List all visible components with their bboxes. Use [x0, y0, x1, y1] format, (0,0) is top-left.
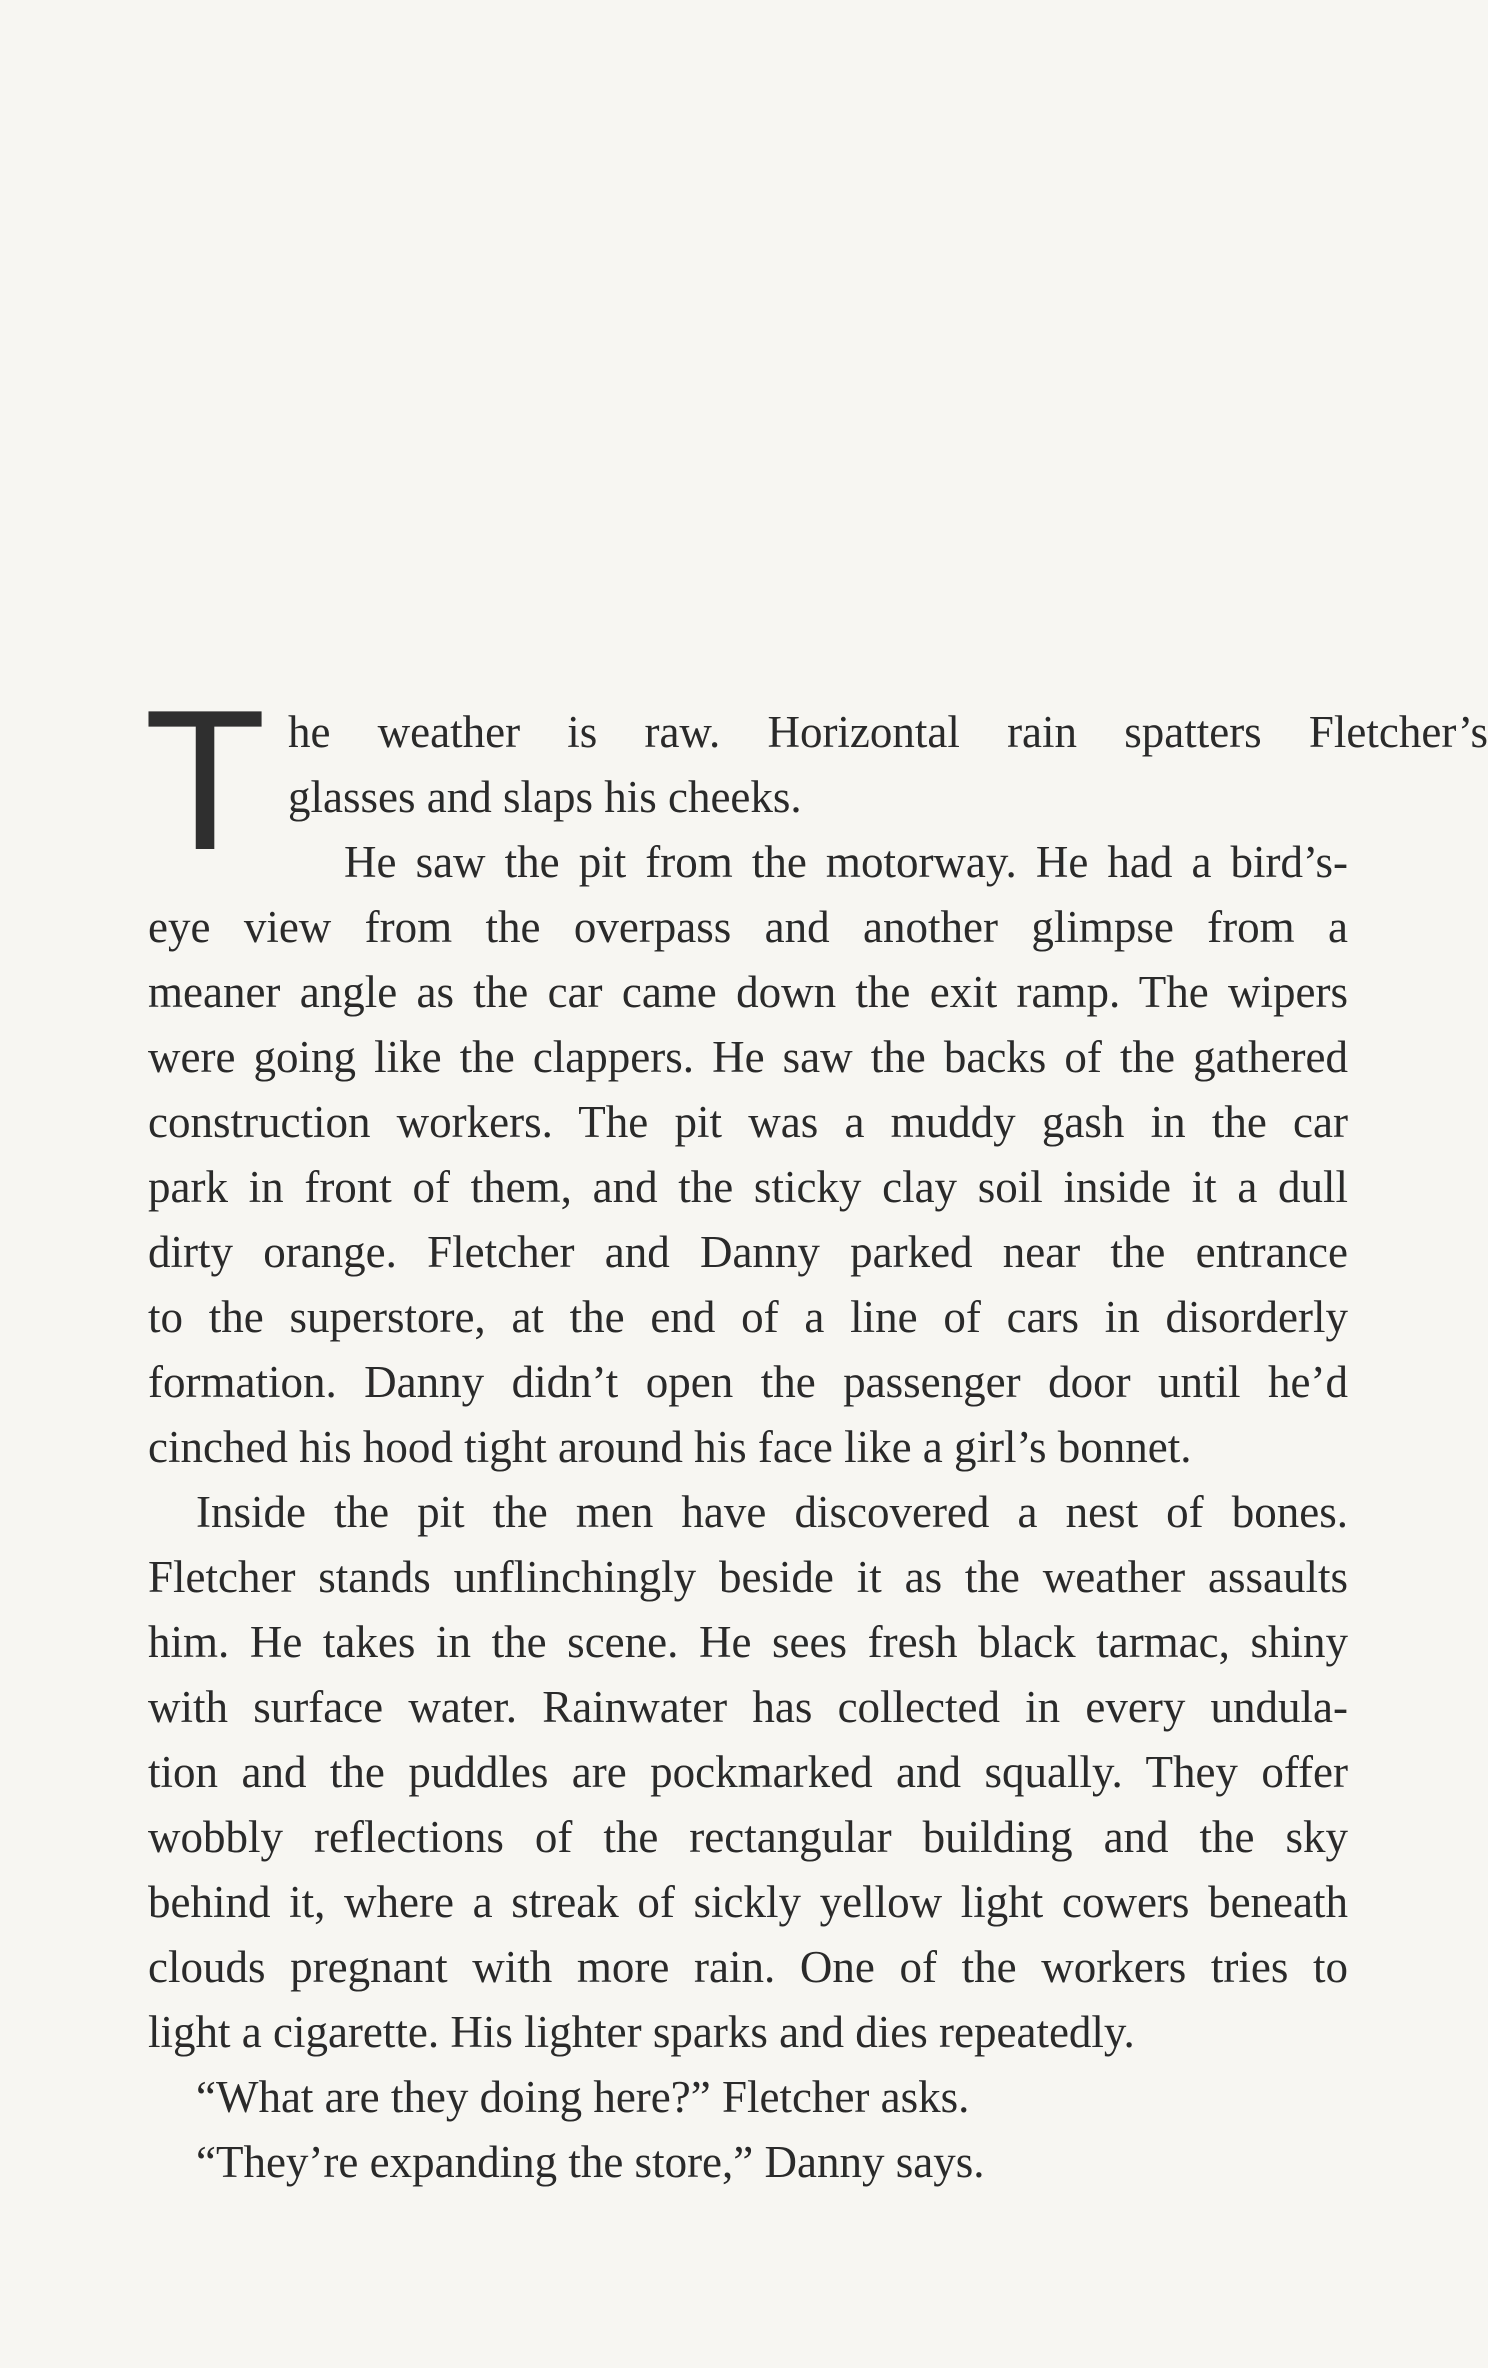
text-line: him. He takes in the scene. He sees fresh black tarmac, shiny: [148, 1617, 1348, 1667]
text-line: meaner angle as the car came down the exit ramp. The wipers: [148, 967, 1348, 1017]
text-line: with surface water. Rainwater has collected in every undula-: [148, 1682, 1348, 1732]
text-line: light a cigarette. His lighter sparks and dies repeatedly.: [148, 2007, 1135, 2057]
paragraph-pit: [148, 1480, 1348, 2065]
text-line: eye view from the overpass and another glimpse from a: [148, 902, 1348, 952]
text-line: He saw the pit from the motorway. He had a bird’s-: [344, 837, 1348, 887]
text-line: “They’re expanding the store,” Danny says.: [196, 2137, 985, 2187]
paragraph-question: [148, 2065, 1348, 2130]
paragraph-answer: [148, 2130, 1348, 2195]
text-line: “What are they doing here?” Fletcher asks.: [196, 2072, 970, 2122]
drop-cap: T: [144, 669, 261, 892]
paragraph-motorway: [148, 830, 1348, 1480]
text-line: clouds pregnant with more rain. One of the workers tries to: [148, 1942, 1348, 1992]
text-line: construction workers. The pit was a muddy gash in the car: [148, 1097, 1348, 1147]
text-line: Inside the pit the men have discovered a nest of bones.: [196, 1487, 1348, 1537]
text-line: Fletcher stands unflinchingly beside it as the weather assaults: [148, 1552, 1348, 1602]
text-line: glasses and slaps his cheeks.: [288, 772, 802, 822]
chapter-text: [144, 669, 1488, 2195]
text-line: wobbly reflections of the rectangular building and the sky: [148, 1812, 1348, 1862]
text-line: behind it, where a streak of sickly yellow light cowers beneath: [148, 1877, 1348, 1927]
text-line: to the superstore, at the end of a line of cars in disorderly: [148, 1292, 1348, 1342]
text-line: formation. Danny didn’t open the passenger door until he’d: [148, 1357, 1348, 1407]
text-line: dirty orange. Fletcher and Danny parked near the entrance: [148, 1227, 1348, 1277]
text-line: tion and the puddles are pockmarked and squally. They offer: [148, 1747, 1348, 1797]
text-line: he weather is raw. Horizontal rain spatters Fletcher’s: [288, 707, 1488, 757]
text-line: were going like the clappers. He saw the backs of the gathered: [148, 1032, 1348, 1082]
text-line: park in front of them, and the sticky clay soil inside it a dull: [148, 1162, 1348, 1212]
text-line: cinched his hood tight around his face like a girl’s bonnet.: [148, 1422, 1192, 1472]
